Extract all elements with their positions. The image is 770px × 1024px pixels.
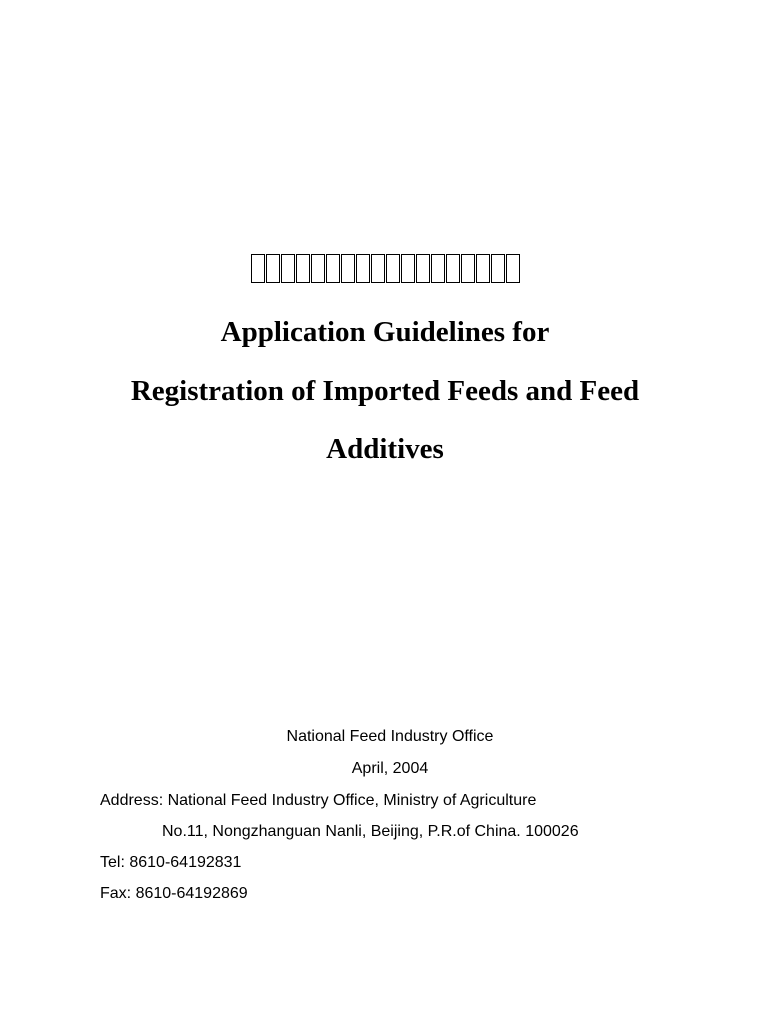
missing-glyph-box — [476, 254, 490, 283]
missing-glyph-box — [446, 254, 460, 283]
address-line-2: No.11, Nongzhanguan Nanli, Beijing, P.R.of China. 100026 — [162, 823, 579, 840]
missing-glyph-box — [311, 254, 325, 283]
missing-glyph-box — [401, 254, 415, 283]
missing-glyph-box — [506, 254, 520, 283]
title-line-2: Registration of Imported Feeds and Feed — [130, 375, 640, 407]
missing-glyph-box — [341, 254, 355, 283]
issuer-name: National Feed Industry Office — [286, 728, 494, 745]
missing-glyph-box — [266, 254, 280, 283]
missing-glyph-box — [356, 254, 370, 283]
title-line-1: Application Guidelines for — [220, 316, 550, 348]
missing-glyph-box — [431, 254, 445, 283]
publication-date: April, 2004 — [351, 760, 429, 777]
address-line-1: Address: National Feed Industry Office, Ministry of Agriculture — [100, 792, 537, 809]
missing-glyph-box — [491, 254, 505, 283]
missing-glyph-box — [251, 254, 265, 283]
fax: Fax: 8610-64192869 — [100, 885, 248, 902]
missing-glyph-box — [371, 254, 385, 283]
title-line-3: Additives — [326, 433, 444, 465]
missing-glyph-box — [386, 254, 400, 283]
missing-glyph-box — [416, 254, 430, 283]
missing-glyph-box — [461, 254, 475, 283]
missing-glyph-box — [296, 254, 310, 283]
telephone: Tel: 8610-64192831 — [100, 854, 242, 871]
missing-glyph-box — [326, 254, 340, 283]
missing-glyph-boxes — [251, 254, 520, 283]
missing-glyph-box — [281, 254, 295, 283]
chinese-title — [0, 254, 770, 294]
